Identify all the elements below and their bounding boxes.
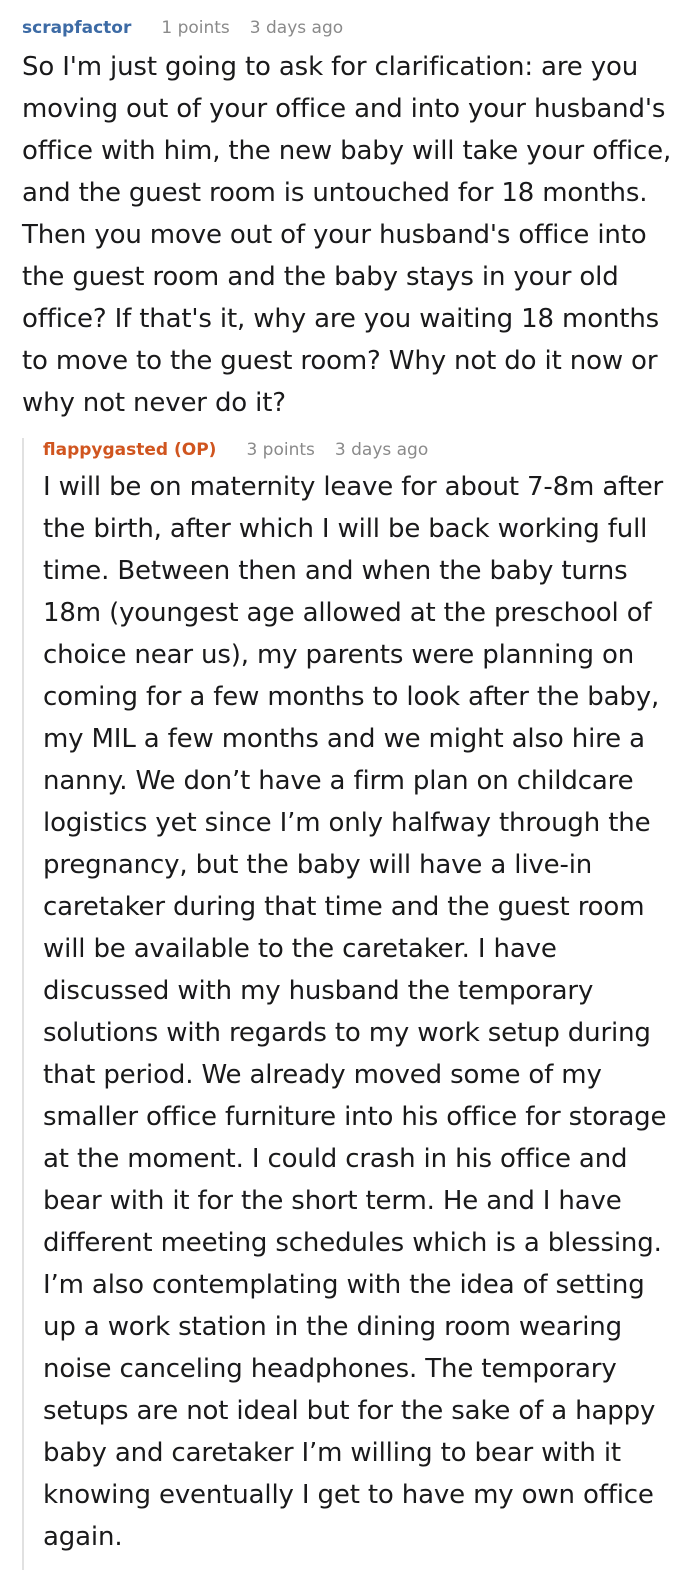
reply-author-link[interactable]: flappygasted (OP) [43, 440, 217, 460]
comment-points: 1 points [161, 18, 230, 38]
comment-meta [22, 16, 692, 40]
reply-points: 3 points [246, 440, 315, 460]
comment-author-link[interactable]: scrapfactor [22, 18, 132, 38]
reply-comment [22, 434, 692, 1570]
reply-body: I will be on maternity leave for about 7-8m after the birth, after which I will be back working full time. Between then and when the baby turns 18m (youngest age allowed at the preschool of choice near us), my parents were planning on coming for a few months to look after the baby, my MIL a few months and we might also hire a nanny. We don’t have a firm plan on childcare logistics yet since I’m only halfway through the pregnancy, but the baby will have a live-in caretaker during that time and the guest room will be available to the caretaker. I have discussed with my husband the temporary solutions with regards to my work setup during that period. We already moved some of my smaller office furniture into his office for storage at the moment. I could crash in his office and bear with it for the short term. He and I have different meeting schedules which is a blessing. I’m also contemplating with the idea of setting up a work station in the dining room wearing noise canceling headphones. The temporary setups are not ideal but for the sake of a happy baby and caretaker I’m willing to bear with it knowing eventually I get to have my own office again. [43, 472, 667, 1552]
reply-timestamp[interactable]: 3 days ago [334, 440, 429, 460]
thread-line[interactable] [22, 438, 24, 1570]
comment-body: So I'm just going to ask for clarification: are you moving out of your office and into your husband's office with him, the new baby will take your office, and the guest room is untouched for 18 months. Then you move out of your husband's office into the guest room and the baby stays in your old office? If that's it, why are you waiting 18 months to move to the guest room? Why not do it now or why not never do it? [22, 52, 672, 418]
comment-timestamp[interactable]: 3 days ago [249, 18, 344, 38]
reply-content [43, 438, 683, 1558]
comment [22, 16, 692, 424]
reply-meta [43, 438, 683, 462]
